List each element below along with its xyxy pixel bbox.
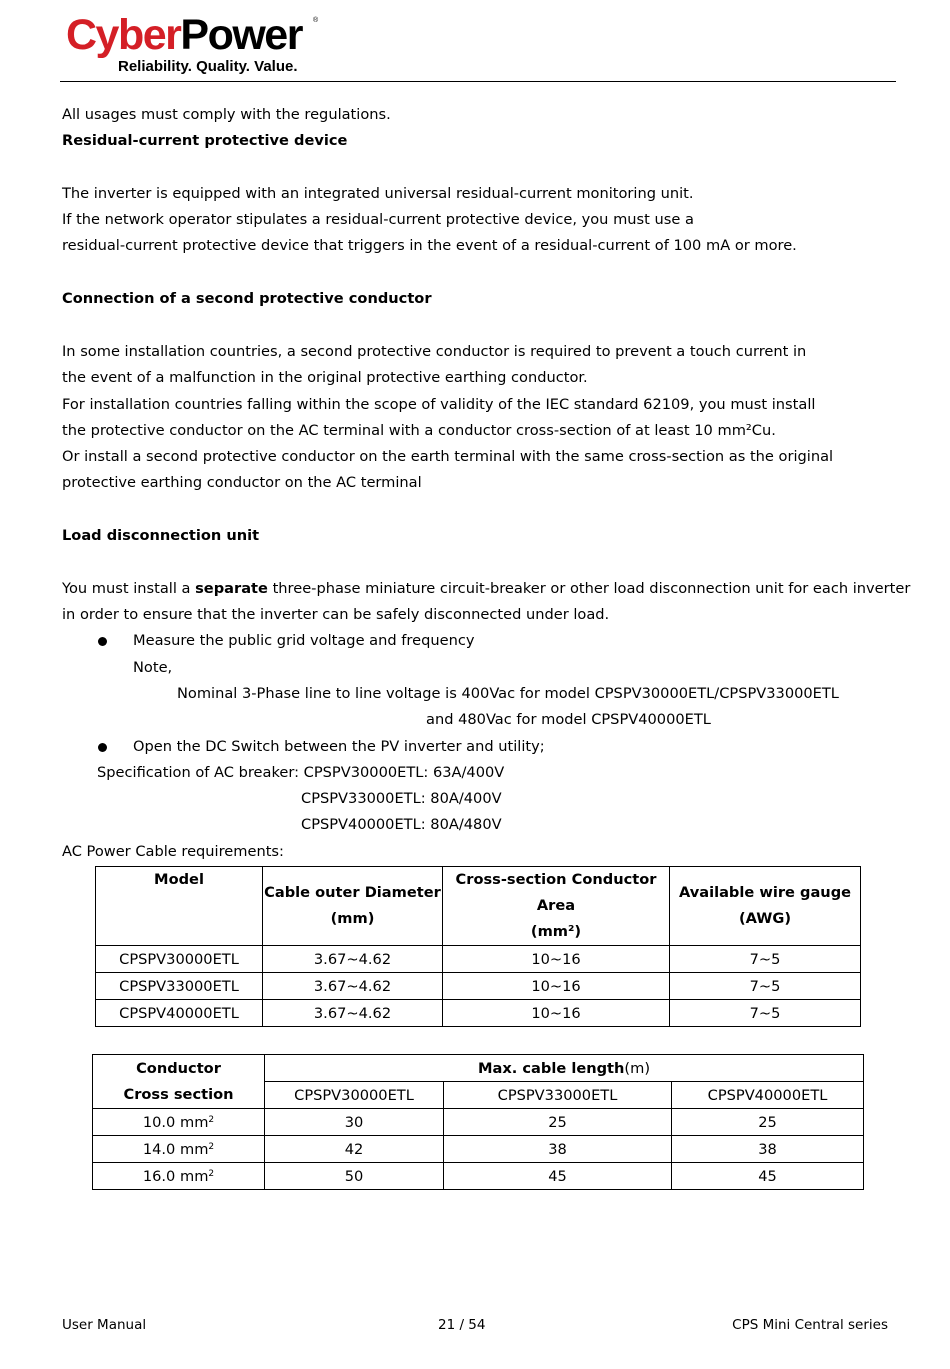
cell-length: 42	[265, 1136, 444, 1163]
header-conductor-area	[443, 867, 670, 946]
heading-load-disconnection: Load disconnection unit	[62, 527, 260, 544]
header-max-cable-length	[265, 1055, 864, 1082]
ac-breaker-spec-1: Specification of AC breaker: CPSPV30000ETL: 63A/400V	[97, 764, 505, 781]
cell-length: 38	[672, 1136, 864, 1163]
rcd-text-1: The inverter is equipped with an integrated universal residual-current monitoring unit.	[62, 185, 694, 202]
header-model: CPSPV30000ETL	[265, 1082, 444, 1109]
cell-length: 30	[265, 1109, 444, 1136]
cross-section-value: 14.0 mm	[142, 1140, 209, 1158]
footer-left: User Manual	[62, 1317, 147, 1333]
cable-requirements-label: AC Power Cable requirements:	[62, 843, 284, 860]
cell-gauge: 7~5	[670, 1000, 861, 1027]
header-wire-gauge-text: Available wire gauge	[678, 884, 852, 901]
cell-gauge: 7~5	[670, 946, 861, 973]
bullet-open-dc-switch: Open the DC Switch between the PV inverter and utility;	[133, 738, 545, 755]
header-divider	[60, 81, 896, 82]
cell-model: CPSPV33000ETL	[96, 973, 263, 1000]
cell-length: 45	[672, 1163, 864, 1190]
cell-model: CPSPV30000ETL	[96, 946, 263, 973]
cable-requirements-table	[95, 866, 861, 1027]
cell-diameter: 3.67~4.62	[263, 973, 443, 1000]
footer-right: CPS Mini Central series	[732, 1317, 888, 1333]
logo-power: Power	[180, 11, 302, 59]
pe-text-5: Or install a second protective conductor on the earth terminal with the same cross-section as the original	[62, 448, 834, 465]
header-cable-diameter-unit: (mm)	[330, 910, 375, 927]
cell-model: CPSPV40000ETL	[96, 1000, 263, 1027]
cross-section-value: 10.0 mm	[142, 1113, 209, 1131]
pe-text-2: the event of a malfunction in the original protective earthing conductor.	[62, 369, 588, 386]
load-text-1c: three-phase miniature circuit-breaker or other load disconnection unit for each inverter	[267, 580, 911, 597]
cell-length: 25	[672, 1109, 864, 1136]
nominal-voltage-2: and 480Vac for model CPSPV40000ETL	[426, 711, 711, 728]
cell-diameter: 3.67~4.62	[263, 946, 443, 973]
load-text-1	[62, 579, 910, 599]
bullet-dot-2	[98, 743, 107, 752]
cell-area: 10~16	[443, 1000, 670, 1027]
header-conductor-area-unit: (mm²)	[530, 923, 582, 940]
table-row	[93, 1136, 864, 1163]
table-row	[96, 973, 861, 1000]
cell-diameter: 3.67~4.62	[263, 1000, 443, 1027]
cell-area: 10~16	[443, 946, 670, 973]
cell-area: 10~16	[443, 973, 670, 1000]
header-model: CPSPV40000ETL	[672, 1082, 864, 1109]
logo-wordmark	[66, 12, 302, 58]
header-cable-diameter	[263, 867, 443, 946]
header-conductor-text: Conductor	[136, 1059, 221, 1077]
header-conductor-cross-section	[93, 1055, 265, 1109]
header-cross-section-text: Cross section	[123, 1085, 234, 1103]
comply-text: All usages must comply with the regulations.	[62, 106, 391, 123]
header-max-cable-length-unit: (m)	[624, 1059, 651, 1077]
nominal-voltage-1: Nominal 3-Phase line to line voltage is 400Vac for model CPSPV30000ETL/CPSPV33000ETL	[177, 685, 839, 702]
table-row	[96, 1000, 861, 1027]
cell-length: 45	[444, 1163, 672, 1190]
pe-text-4: the protective conductor on the AC terminal with a conductor cross-section of at least 10 mm²Cu.	[62, 422, 776, 439]
table-header-row	[96, 867, 861, 946]
cell-length: 25	[444, 1109, 672, 1136]
cell-cross-section	[93, 1163, 265, 1190]
load-text-2: in order to ensure that the inverter can be safely disconnected under load.	[62, 606, 610, 623]
cross-section-exponent: 2	[208, 1141, 215, 1152]
rcd-text-3: residual-current protective device that triggers in the event of a residual-current of 100 mA or more.	[62, 237, 797, 254]
cell-length: 38	[444, 1136, 672, 1163]
table-row	[93, 1109, 864, 1136]
heading-rcd: Residual-current protective device	[62, 132, 348, 149]
ac-breaker-spec-2: CPSPV33000ETL: 80A/400V	[301, 790, 502, 807]
load-text-emphasis: separate	[195, 580, 268, 597]
logo-cyber: Cyber	[66, 11, 181, 59]
max-cable-length-table	[92, 1054, 864, 1190]
header-max-cable-length-text: Max. cable length	[477, 1059, 625, 1077]
header-wire-gauge	[670, 867, 861, 946]
table-row	[93, 1163, 864, 1190]
header-wire-gauge-unit: (AWG)	[738, 910, 792, 927]
logo-trademark: ®	[313, 17, 319, 24]
header-model: CPSPV33000ETL	[444, 1082, 672, 1109]
pe-text-1: In some installation countries, a second protective conductor is required to prevent a touch current in	[62, 343, 807, 360]
cell-cross-section	[93, 1109, 265, 1136]
header-model	[96, 867, 263, 946]
cell-gauge: 7~5	[670, 973, 861, 1000]
cell-length: 50	[265, 1163, 444, 1190]
logo-tagline: Reliability. Quality. Value.	[118, 58, 298, 75]
load-text-1a: You must install a	[62, 580, 196, 597]
cross-section-value: 16.0 mm	[142, 1167, 209, 1185]
header-cable-diameter-text: Cable outer Diameter	[264, 884, 441, 901]
header-model-text: Model	[154, 871, 204, 888]
table-row	[96, 946, 861, 973]
table-header-row	[93, 1055, 864, 1082]
pe-text-6: protective earthing conductor on the AC terminal	[62, 474, 422, 491]
cross-section-exponent: 2	[208, 1168, 215, 1179]
cyberpower-logo	[66, 12, 326, 78]
rcd-text-2: If the network operator stipulates a residual-current protective device, you must use a	[62, 211, 694, 228]
footer-page-number: 21 / 54	[438, 1317, 486, 1333]
bullet-measure-grid: Measure the public grid voltage and frequency	[133, 632, 475, 649]
bullet-dot-1	[98, 637, 107, 646]
cross-section-exponent: 2	[208, 1114, 215, 1125]
header-conductor-area-text: Cross-section Conductor Area	[455, 871, 657, 914]
pe-text-3: For installation countries falling within the scope of validity of the IEC standard 62109, you must install	[62, 396, 816, 413]
heading-protective-conductor: Connection of a second protective conductor	[62, 290, 432, 307]
ac-breaker-spec-3: CPSPV40000ETL: 80A/480V	[301, 816, 502, 833]
note-label: Note,	[133, 659, 173, 676]
cell-cross-section	[93, 1136, 265, 1163]
